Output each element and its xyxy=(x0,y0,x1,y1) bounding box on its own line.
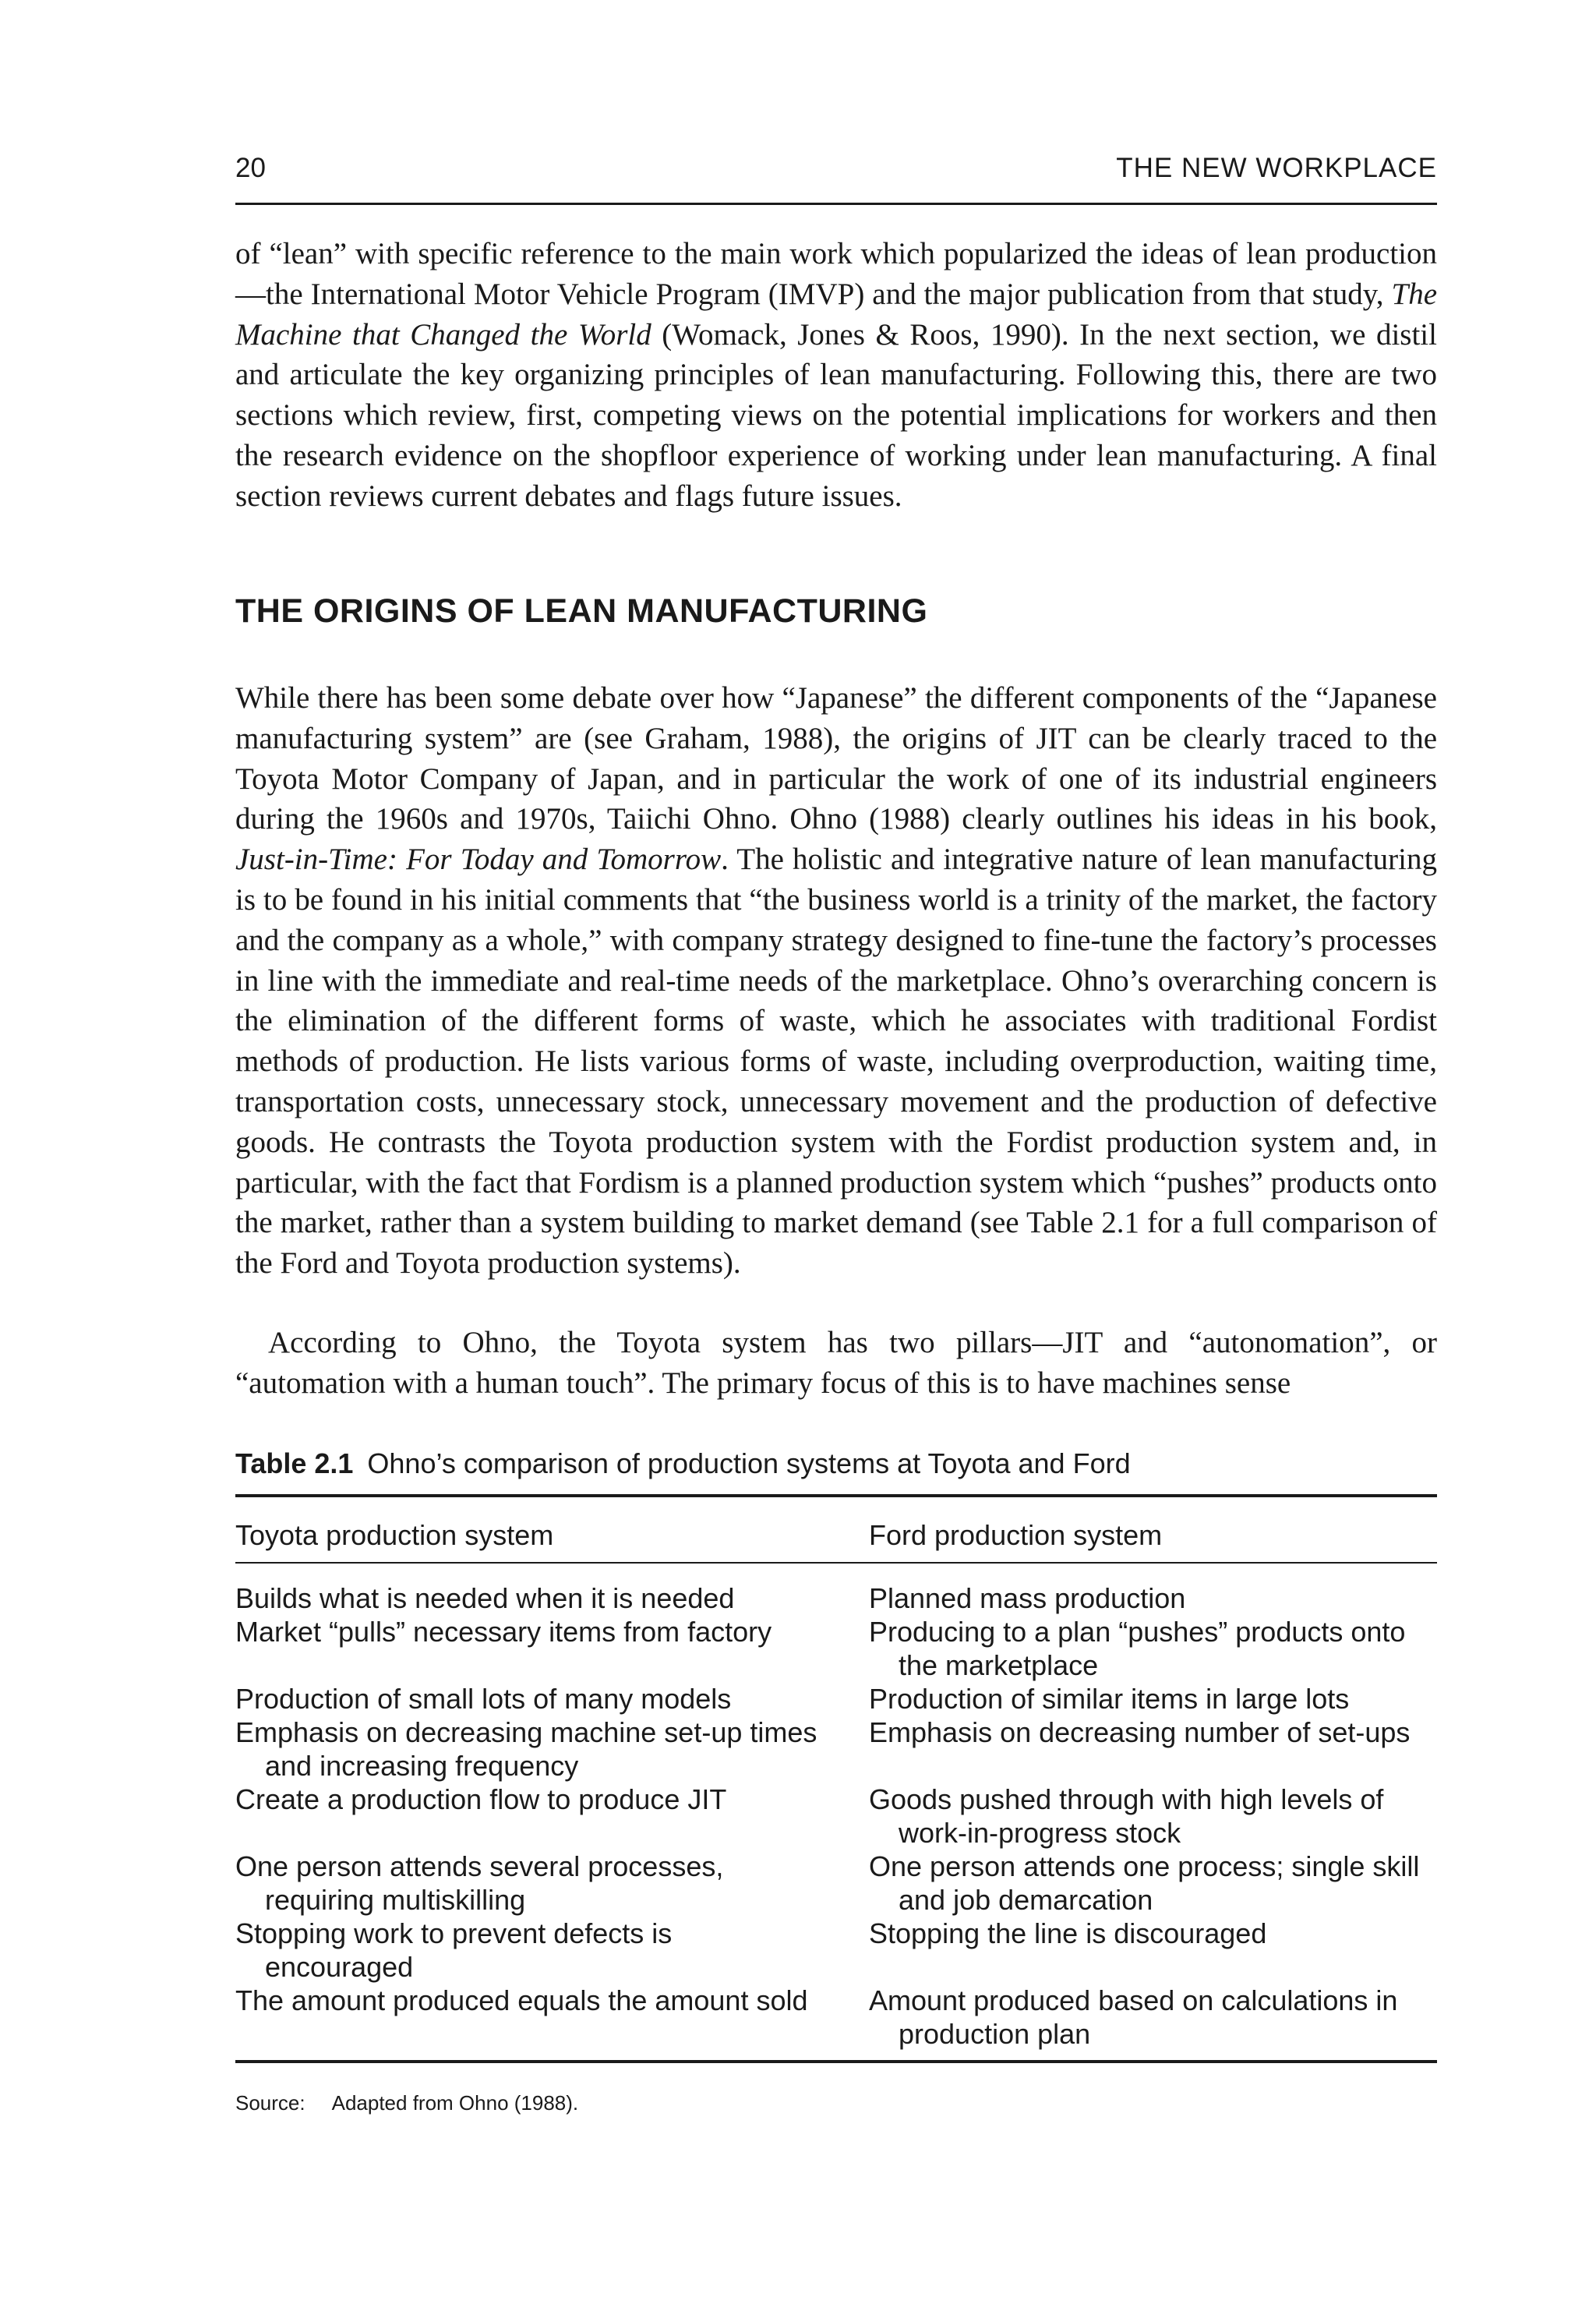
toyota-cell-line: Market “pulls” necessary items from factory xyxy=(235,1616,772,1648)
table-caption xyxy=(235,1447,1131,1480)
table-row xyxy=(235,1850,1437,1917)
section-heading: THE ORIGINS OF LEAN MANUFACTURING xyxy=(235,592,928,630)
toyota-cell-line: One person attends several processes, xyxy=(235,1850,724,1882)
toyota-cell-line: Emphasis on decreasing machine set-up times xyxy=(235,1716,817,1748)
toyota-cell xyxy=(235,1917,851,1984)
origins-book-title: Just-in-Time: For Today and Tomorrow xyxy=(235,843,722,877)
source-text: Adapted from Ohno (1988). xyxy=(331,2091,579,2115)
table-caption-text: Ohno’s comparison of production systems at Toyota and Ford xyxy=(367,1447,1131,1479)
toyota-cell-line: encouraged xyxy=(265,1951,414,1983)
toyota-cell xyxy=(235,1615,851,1648)
table-header-toyota: Toyota production system xyxy=(235,1519,554,1551)
table-row xyxy=(235,1783,1437,1850)
table-row xyxy=(235,1716,1437,1783)
ford-cell xyxy=(869,1850,1437,1917)
toyota-cell xyxy=(235,1850,851,1917)
ford-cell-line: Emphasis on decreasing number of set-ups xyxy=(869,1716,1411,1748)
table-source xyxy=(235,2091,578,2115)
table-label: Table 2.1 xyxy=(235,1447,354,1479)
ford-cell-line: Producing to a plan “pushes” products onto xyxy=(869,1616,1406,1648)
ford-cell-line: work-in-progress stock xyxy=(899,1817,1181,1849)
ford-cell-line: production plan xyxy=(899,2018,1091,2050)
toyota-cell-line: and increasing frequency xyxy=(265,1750,579,1782)
ford-cell-line: One person attends one process; single skill xyxy=(869,1850,1420,1882)
table-row xyxy=(235,1682,1437,1716)
toyota-cell-line: The amount produced equals the amount sold xyxy=(235,1984,808,2016)
toyota-cell-line: Stopping work to prevent defects is xyxy=(235,1917,673,1949)
table-top-rule xyxy=(235,1494,1437,1497)
toyota-cell xyxy=(235,1984,851,2017)
table-body xyxy=(235,1581,1437,2051)
source-label: Source: xyxy=(235,2091,305,2115)
intro-text-part1: of “lean” with specific reference to the main work which popularized the ideas of lean production—the International Motor Vehicle Program (IMVP) and the major publication from that study, xyxy=(235,237,1437,311)
ford-cell-line: the marketplace xyxy=(899,1649,1099,1681)
ford-cell-line: Goods pushed through with high levels of xyxy=(869,1783,1384,1815)
ford-cell xyxy=(869,1716,1437,1749)
origins-text-part2: . The holistic and integrative nature of lean manufacturing is to be found in his initial comments that “the business world is a trinity of the market, the factory and the company as a whole,” with company strategy designed to fine-tune the factory’s processes in line with the immediate and real-time needs of the marketplace. Ohno’s overarching concern is the elimination of the different forms of waste, which he associates with traditional Fordist methods of production. He lists various forms of waste, including overproduction, waiting time, transportation costs, unnecessary stock, unnecessary movement and the production of defective goods. He contrasts the Toyota production system with the Fordist production system and, in particular, with the fact that Fordism is a planned production system which “pushes” products onto the market, rather than a system building to market demand (see Table 2.1 for a full comparison of the Ford and Toyota production systems). xyxy=(235,843,1437,1281)
intro-book-title: The Machine that Changed the World xyxy=(235,277,1437,352)
table-row xyxy=(235,1581,1437,1615)
toyota-cell-line: Builds what is needed when it is needed xyxy=(235,1582,735,1614)
ford-cell xyxy=(869,1581,1437,1615)
toyota-cell-line: Production of small lots of many models xyxy=(235,1683,732,1715)
toyota-cell xyxy=(235,1783,851,1816)
ford-cell-line: and job demarcation xyxy=(899,1884,1153,1916)
intro-text-part2: (Womack, Jones & Roos, 1990). In the next section, we distil and articulate the key organizing principles of lean manufacturing. Following this, there are two sections which review, first, competing views on the potential implications for workers and then the research evidence on the shopfloor experience of working under lean manufacturing. A final section reviews current debates and flags future issues. xyxy=(235,317,1437,513)
ford-cell-line: Amount produced based on calculations in xyxy=(869,1984,1398,2016)
ford-cell xyxy=(869,1783,1437,1850)
table-row xyxy=(235,1615,1437,1682)
ford-cell xyxy=(869,1984,1437,2051)
toyota-cell xyxy=(235,1682,851,1716)
toyota-cell xyxy=(235,1716,851,1783)
toyota-cell-line: requiring multiskilling xyxy=(265,1884,526,1916)
ford-cell xyxy=(869,1682,1437,1716)
toyota-cell-line: Create a production flow to produce JIT xyxy=(235,1783,727,1815)
table-row xyxy=(235,1917,1437,1984)
ford-cell xyxy=(869,1917,1437,1950)
origins-paragraph-1 xyxy=(235,678,1437,1284)
toyota-cell xyxy=(235,1581,851,1615)
running-title: THE NEW WORKPLACE xyxy=(1116,153,1437,183)
ford-cell-line: Planned mass production xyxy=(869,1582,1186,1614)
ford-cell-line: Stopping the line is discouraged xyxy=(869,1917,1267,1949)
page-number: 20 xyxy=(235,153,266,183)
ford-cell-line: Production of similar items in large lots xyxy=(869,1683,1350,1715)
ford-cell xyxy=(869,1615,1437,1682)
table-header-ford: Ford production system xyxy=(869,1519,1163,1551)
table-row xyxy=(235,1984,1437,2051)
running-header xyxy=(235,153,1437,205)
table-bottom-rule xyxy=(235,2060,1437,2063)
intro-paragraph xyxy=(235,234,1437,517)
origins-paragraph-2: According to Ohno, the Toyota system has two pillars—JIT and “autonomation”, or “automation with a human touch”. The primary focus of this is to have machines sense xyxy=(235,1326,1437,1400)
table-header-rule xyxy=(235,1562,1437,1564)
origins-text-part1: While there has been some debate over how “Japanese” the different components of the “Japanese manufacturing system” are (see Graham, 1988), the origins of JIT can be clearly traced to the Toyota Motor Company of Japan, and in particular the work of one of its industrial engineers during the 1960s and 1970s, Taiichi Ohno. Ohno (1988) clearly outlines his ideas in his book, xyxy=(235,681,1437,836)
